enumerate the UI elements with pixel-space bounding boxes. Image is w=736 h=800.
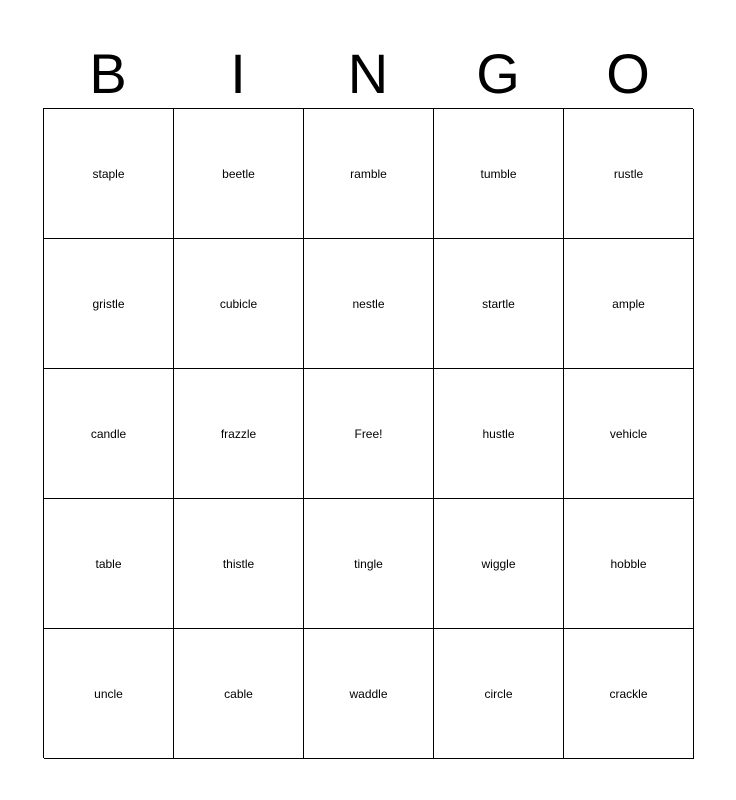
bingo-cell: ample (564, 239, 694, 369)
header-letter-o: O (606, 42, 650, 105)
bingo-header (43, 40, 693, 108)
bingo-cell: vehicle (564, 369, 694, 499)
bingo-cell: cable (174, 629, 304, 759)
bingo-cell: wiggle (434, 499, 564, 629)
bingo-cell: startle (434, 239, 564, 369)
bingo-cell: staple (44, 109, 174, 239)
bingo-cell: nestle (304, 239, 434, 369)
bingo-board (43, 108, 693, 758)
bingo-cell: rustle (564, 109, 694, 239)
header-letter-g: G (476, 42, 520, 105)
header-letter-b: B (89, 42, 127, 105)
bingo-cell: frazzle (174, 369, 304, 499)
bingo-cell: hobble (564, 499, 694, 629)
bingo-cell: hustle (434, 369, 564, 499)
bingo-cell: thistle (174, 499, 304, 629)
bingo-cell: gristle (44, 239, 174, 369)
bingo-cell: candle (44, 369, 174, 499)
bingo-cell: waddle (304, 629, 434, 759)
bingo-cell: tumble (434, 109, 564, 239)
header-letter-i: I (230, 42, 246, 105)
bingo-cell: beetle (174, 109, 304, 239)
bingo-cell: crackle (564, 629, 694, 759)
bingo-cell: table (44, 499, 174, 629)
free-space: Free! (304, 369, 434, 499)
bingo-cell: uncle (44, 629, 174, 759)
bingo-cell: tingle (304, 499, 434, 629)
bingo-cell: ramble (304, 109, 434, 239)
header-letter-n: N (347, 42, 389, 105)
bingo-cell: cubicle (174, 239, 304, 369)
bingo-cell: circle (434, 629, 564, 759)
